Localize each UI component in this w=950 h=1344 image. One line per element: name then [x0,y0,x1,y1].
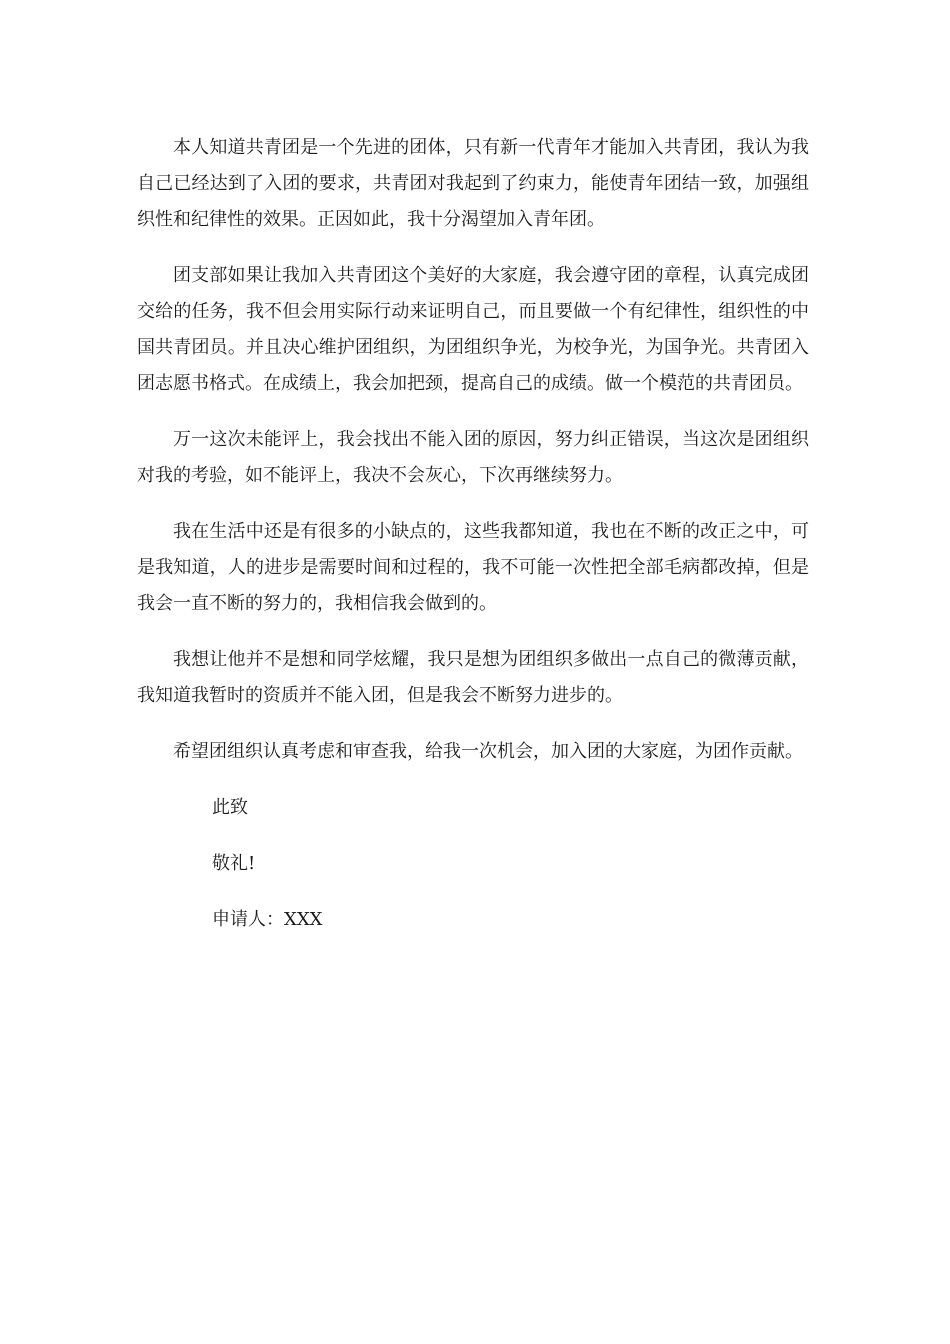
paragraph-1: 本人知道共青团是一个先进的团体，只有新一代青年才能加入共青团，我认为我自己已经达到了入团的要求，共青团对我起到了约束力，能使青年团结一致，加强组织性和纪律性的效果。正因如此，我十分渴望加入青年团。 [137,137,809,230]
document-body [137,130,809,958]
signature-line: 申请人：XXX [212,909,323,930]
paragraph-4: 我在生活中还是有很多的小缺点的，这些我都知道，我也在不断的改正之中，可是我知道，人的进步是需要时间和过程的，我不可能一次性把全部毛病都改掉，但是我会一直不断的努力的，我相信我会做到的。 [137,521,809,614]
paragraph-6: 希望团组织认真考虑和审查我，给我一次机会，加入团的大家庭，为团作贡献。 [173,741,803,762]
closing-regards: 敬礼! [212,853,256,874]
closing-salutation: 此致 [212,797,248,818]
paragraph-5: 我想让他并不是想和同学炫耀，我只是想为团组织多做出一点自己的微薄贡献，我知道我暂时的资质并不能入团，但是我会不断努力进步的。 [137,649,809,706]
paragraph-3: 万一这次未能评上，我会找出不能入团的原因，努力纠正错误，当这次是团组织对我的考验，如不能评上，我决不会灰心，下次再继续努力。 [137,429,809,486]
paragraph-2: 团支部如果让我加入共青团这个美好的大家庭，我会遵守团的章程，认真完成团交给的任务，我不但会用实际行动来证明自己，而且要做一个有纪律性，组织性的中国共青团员。并且决心维护团组织，为团组织争光，为校争光，为国争光。共青团入团志愿书格式。在成绩上，我会加把颈，提高自己的成绩。做一个模范的共青团员。 [137,265,809,394]
